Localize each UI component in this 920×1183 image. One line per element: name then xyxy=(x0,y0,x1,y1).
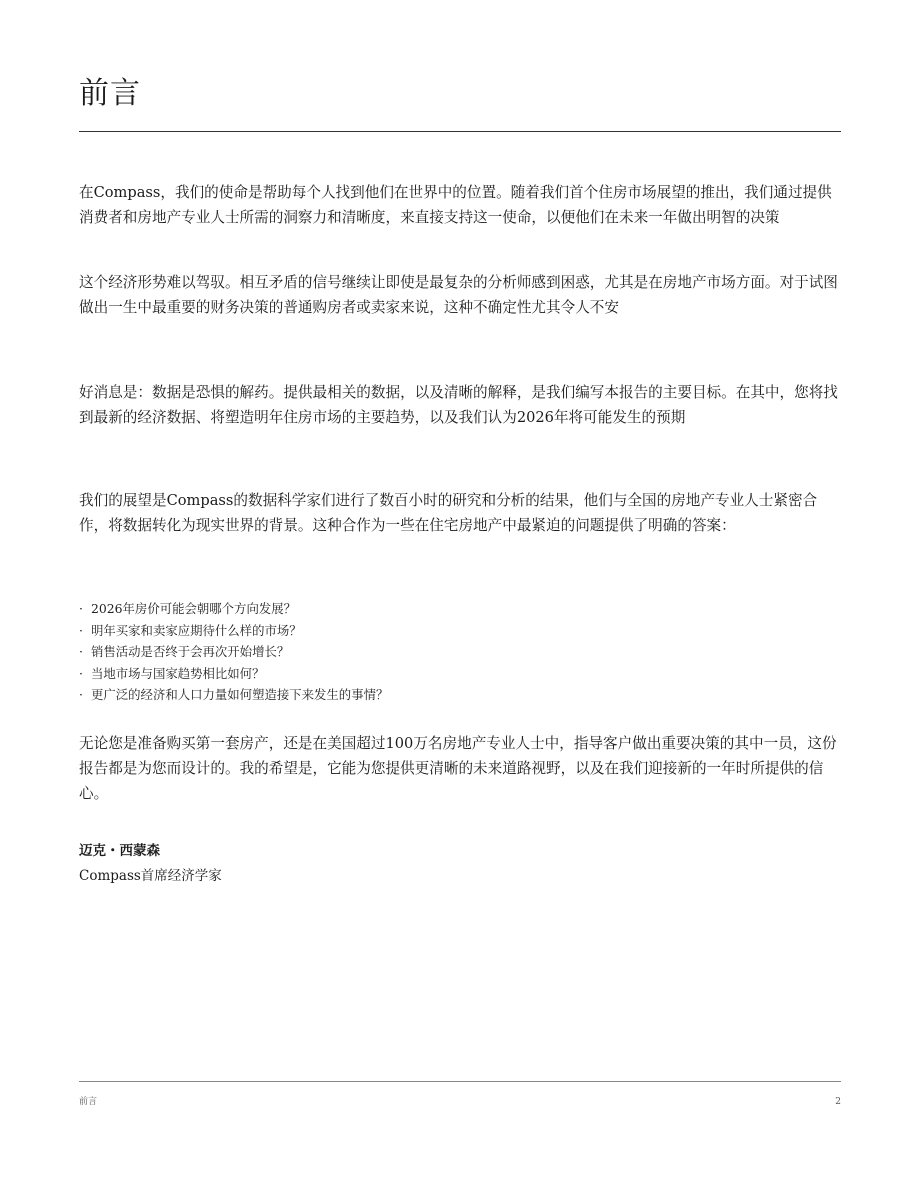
bullet-marker: · xyxy=(79,622,83,638)
page-title: 前言 xyxy=(79,76,141,111)
question-text: 销售活动是否终于会再次开始增长？ xyxy=(91,644,290,660)
bullet-marker: · xyxy=(79,644,83,660)
question-list xyxy=(79,598,841,706)
closing-paragraph: 无论您是准备购买第一套房产，还是在美国超过100万名房地产专业人士中，指导客户做出重要决策的其中一员，这份报告都是为您而设计的。我的希望是，它能为您提供更清晰的未来道路视野，以及在我们迎接新的一年时所提供的信心。 xyxy=(79,735,837,802)
intro-paragraph-data: 好消息是：数据是恐惧的解药。提供最相关的数据，以及清晰的解释，是我们编写本报告的主要目标。在其中，您将找到最新的经济数据、将塑造明年住房市场的主要趋势，以及我们认为2026年将可能发生的预期 xyxy=(79,384,838,426)
bullet-marker: · xyxy=(79,665,83,681)
bullet-marker: · xyxy=(79,687,83,703)
list-item xyxy=(79,663,841,685)
question-text: 更广泛的经济和人口力量如何塑造接下来发生的事情？ xyxy=(91,687,389,703)
list-item xyxy=(79,598,841,620)
intro-paragraph-outlook: 我们的展望是Compass的数据科学家们进行了数百小时的研究和分析的结果，他们与全国的房地产专业人士紧密合作，将数据转化为现实世界的背景。这种合作为一些在住宅房地产中最紧迫的问题提供了明确的答案： xyxy=(79,492,818,534)
intro-paragraph-economy: 这个经济形势难以驾驭。相互矛盾的信号继续让即使是最复杂的分析师感到困惑，尤其是在房地产市场方面。对于试图做出一生中最重要的财务决策的普通购房者或卖家来说，这种不确定性尤其令人不安 xyxy=(79,274,838,316)
footer-section-label: 前言 xyxy=(79,1097,98,1107)
list-item xyxy=(79,620,841,642)
question-text: 明年买家和卖家应期待什么样的市场？ xyxy=(91,622,302,638)
signature-name: 迈克・西蒙森 xyxy=(79,843,160,859)
bullet-marker: · xyxy=(79,601,83,616)
title-divider xyxy=(79,131,841,132)
list-item xyxy=(79,684,841,706)
footer-divider xyxy=(79,1081,841,1082)
question-text: 当地市场与国家趋势相比如何？ xyxy=(91,665,265,681)
signature-role: Compass首席经济学家 xyxy=(79,868,222,884)
intro-paragraph-mission: 在Compass，我们的使命是帮助每个人找到他们在世界中的位置。随着我们首个住房市场展望的推出，我们通过提供消费者和房地产专业人士所需的洞察力和清晰度，来直接支持这一使命，以便他们在未来一年做出明智的决策 xyxy=(79,184,832,226)
question-text: 2026年房价可能会朝哪个方向发展？ xyxy=(91,601,297,616)
page-number: 2 xyxy=(835,1097,841,1107)
list-item xyxy=(79,641,841,663)
